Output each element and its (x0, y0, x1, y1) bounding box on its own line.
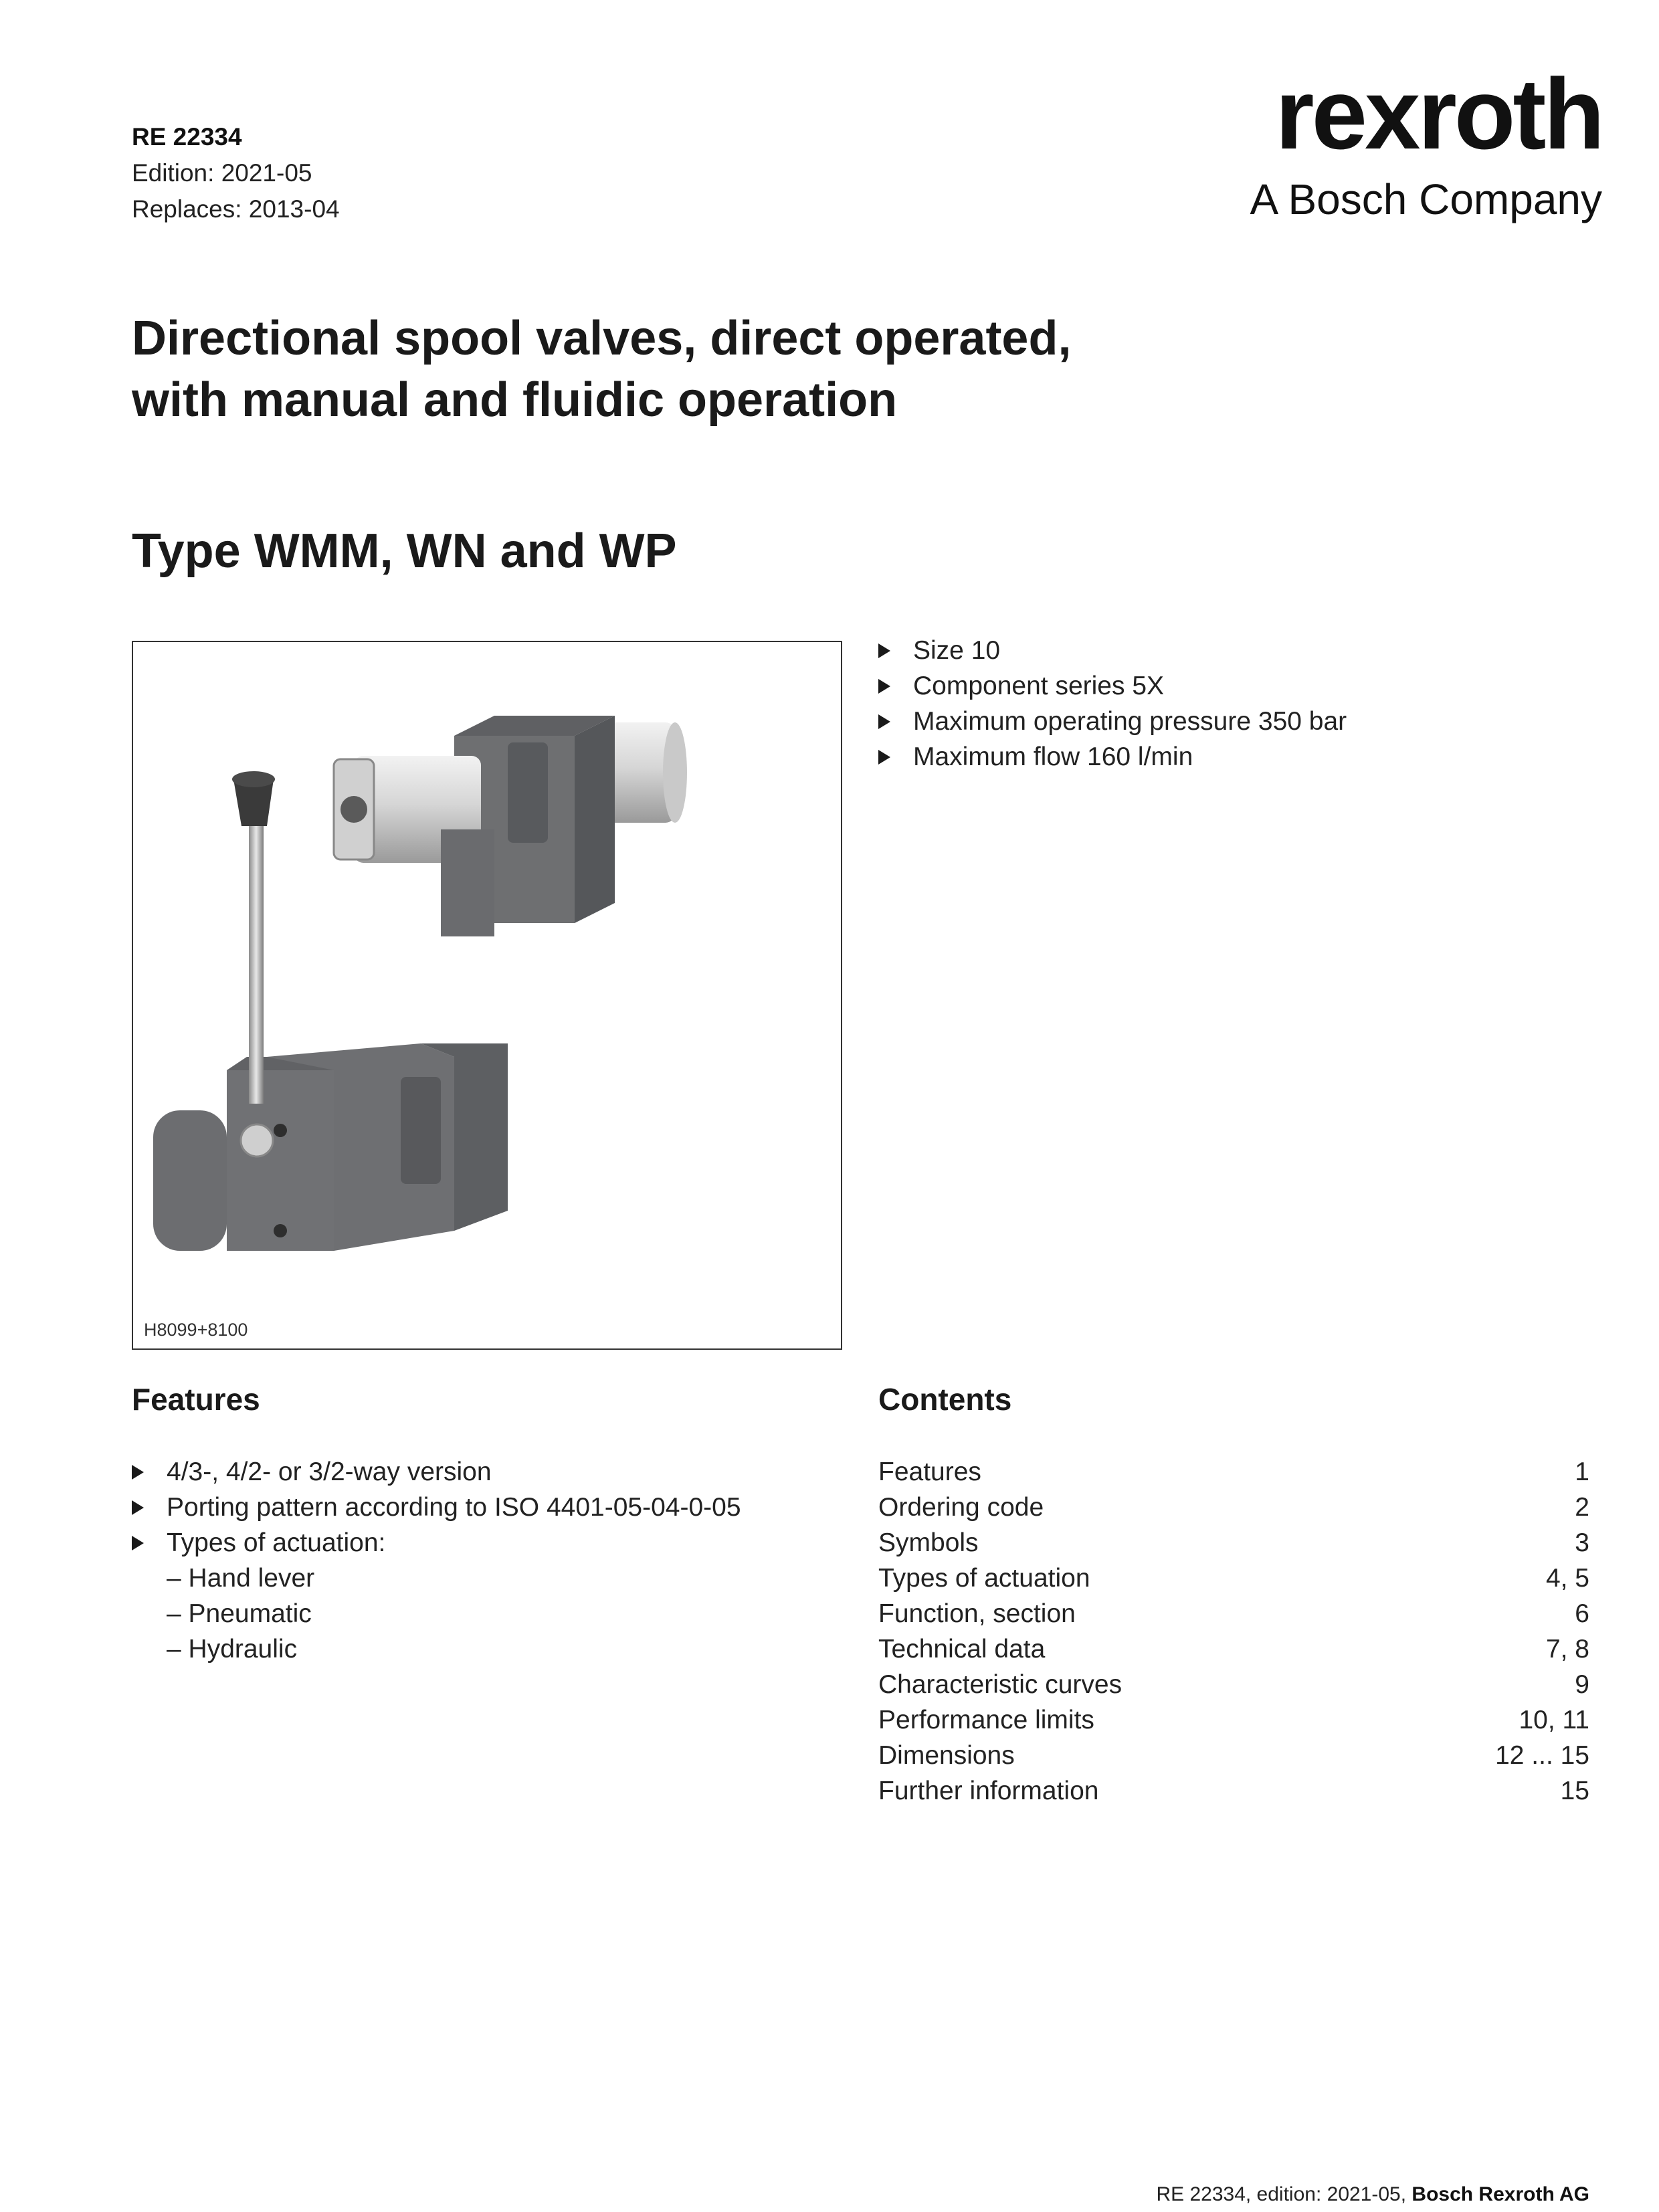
triangle-bullet-icon (132, 1536, 144, 1550)
feature-item: 4/3-, 4/2- or 3/2-way version (132, 1454, 854, 1490)
document-meta (132, 119, 340, 227)
toc-row[interactable]: Further information 15 (878, 1777, 1589, 1805)
triangle-bullet-icon (878, 750, 890, 765)
toc-row[interactable]: Dimensions 12 ... 15 (878, 1741, 1589, 1770)
spec-item: Maximum operating pressure 350 bar (878, 704, 1614, 739)
toc-row[interactable]: Performance limits 10, 11 (878, 1706, 1589, 1734)
actuation-type-item: – Hydraulic (167, 1635, 298, 1664)
title-line-2: with manual and fluidic operation (132, 373, 898, 427)
figure-code: H8099+8100 (144, 1320, 248, 1340)
key-specs (878, 633, 1614, 775)
contents-section (878, 1379, 1589, 1809)
contents-heading: Contents (878, 1382, 1012, 1417)
actuation-type-item: – Hand lever (167, 1564, 315, 1593)
footer-company: Bosch Rexroth AG (1411, 2183, 1589, 2205)
product-image (132, 641, 842, 1350)
spec-item: Maximum flow 160 l/min (878, 739, 1614, 775)
toc-row[interactable]: Symbols 3 (878, 1528, 1589, 1557)
logo-brand: rexroth (1275, 58, 1602, 170)
toc-row[interactable]: Features 1 (878, 1457, 1589, 1486)
toc-row[interactable]: Types of actuation 4, 5 (878, 1564, 1589, 1593)
toc-row[interactable]: Ordering code 2 (878, 1493, 1589, 1522)
features-section (132, 1379, 854, 1667)
triangle-bullet-icon (132, 1465, 144, 1480)
spec-item: Component series 5X (878, 668, 1614, 704)
edition: Edition: 2021-05 (132, 159, 312, 187)
actuation-type-item: – Pneumatic (167, 1599, 312, 1628)
rexroth-logo (1201, 58, 1602, 224)
toc-row[interactable]: Function, section 6 (878, 1599, 1589, 1628)
toc-row[interactable]: Characteristic curves 9 (878, 1670, 1589, 1699)
spec-item: Size 10 (878, 633, 1614, 668)
triangle-bullet-icon (878, 679, 890, 694)
triangle-bullet-icon (878, 714, 890, 729)
title-line-1: Directional spool valves, direct operated, (132, 312, 1072, 365)
doc-number: RE 22334 (132, 123, 242, 150)
triangle-bullet-icon (878, 643, 890, 658)
type-title: Type WMM, WN and WP (132, 524, 677, 578)
fluidic-valve (280, 716, 687, 936)
triangle-bullet-icon (132, 1500, 144, 1515)
page-title (132, 308, 1403, 431)
table-of-contents (878, 1454, 1589, 1809)
replaces: Replaces: 2013-04 (132, 195, 340, 223)
feature-item: Porting pattern according to ISO 4401-05-04-0-05 (132, 1490, 854, 1525)
valve-illustration (133, 642, 844, 1351)
logo-tagline: A Bosch Company (1250, 175, 1602, 223)
features-heading: Features (132, 1382, 260, 1417)
toc-row[interactable]: Technical data 7, 8 (878, 1635, 1589, 1664)
footer-text: RE 22334, edition: 2021-05, (1156, 2183, 1412, 2205)
page-footer (1156, 2183, 1589, 2206)
feature-item: Types of actuation: (132, 1525, 854, 1561)
